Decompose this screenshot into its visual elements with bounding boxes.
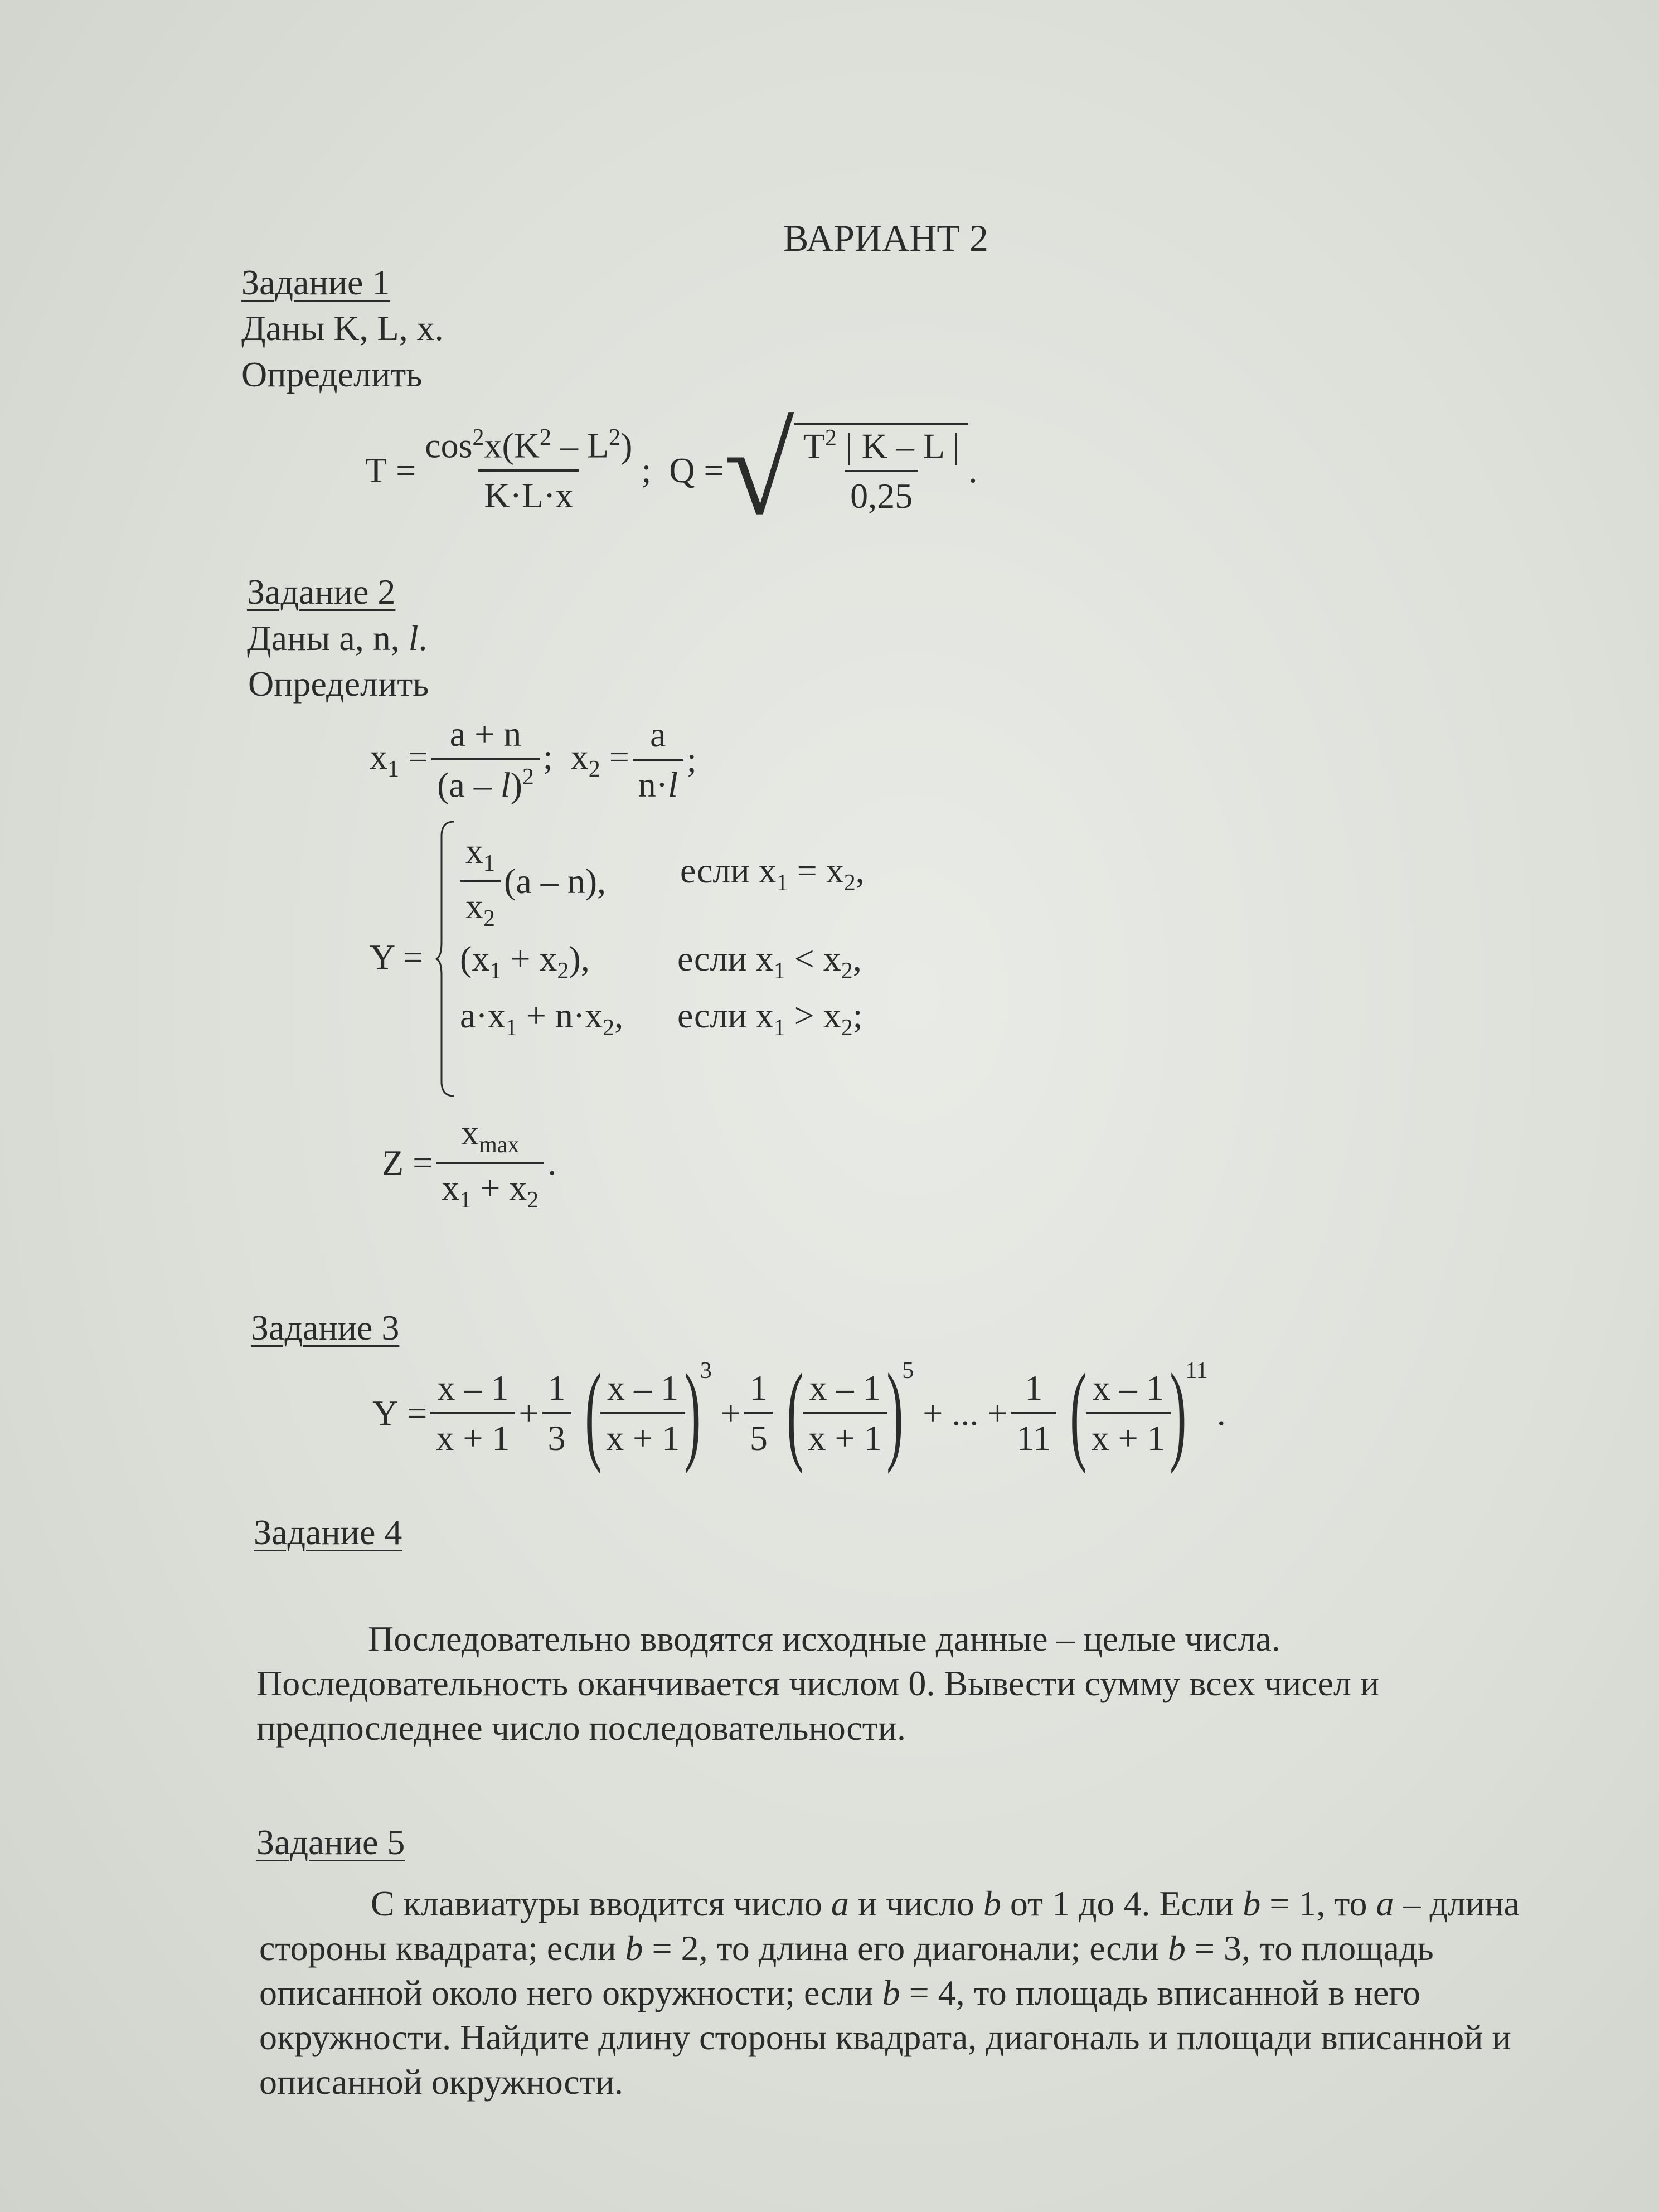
t-fraction: $\frac{\cos^2x(K^2 - L^2)}{K\cdot L\cdot x}$ — [425, 424, 633, 516]
piecewise-brace — [435, 819, 457, 1098]
task5-text: С клавиатуры вводится число a и число b от 1 до 4. Если b = 1, то a – длина стороны квадрата; если b = 2, то длина его диагонали; если b = 3, то площадь описанной около него окружности; если b = 4, то площадь вписанной в него окружности. Найдите длину стороны квадрата, диагональ и площади вписанной и описанной окружности. — [259, 1884, 1520, 2102]
task1-given: Даны K, L, x. — [241, 308, 444, 348]
z-formula: Z = $\frac{x_{max}}{x_1 + x_2}$ . — [382, 1113, 557, 1213]
task5-header: Задание 5 — [256, 1822, 405, 1862]
y-label: Y = — [370, 937, 423, 977]
task1-formula: T = $\frac{\cos^2x(K^2 - L^2)}{K\cdot L\cdot x}$ ; Q = √ $\frac{T^2 | K - L |}{0,25}$ . — [365, 399, 978, 541]
page-title: ВАРИАНТ 2 — [783, 217, 988, 259]
task2-formula-x: $x_1$ = $\frac{a + n}{(a - l)^2}$ ; $x_2$ = $\frac{a}{n\cdot l}$ ; — [370, 714, 697, 805]
task4-header: Задание 4 — [254, 1512, 402, 1552]
case1: $\frac{x_1}{x_2}$ (a – n), — [460, 831, 606, 932]
case2: $(x_1 + x_2)$, — [460, 939, 590, 984]
case3: $a\cdot x_1 + n\cdot x_2$, — [460, 996, 624, 1041]
task3-header: Задание 3 — [251, 1308, 400, 1347]
task2-given: Даны a, n, l. — [247, 618, 428, 658]
task1-header: Задание 1 — [241, 263, 390, 302]
task4-text: Последовательно вводятся исходные данные – целые числа. Последовательность оканчивается числом 0. Вывести сумму всех чисел и предпоследнее число последовательности. — [256, 1619, 1380, 1748]
task1-determine: Определить — [241, 355, 423, 394]
q-sqrt: √ $\frac{T^2 | K - L |}{0,25}$ — [724, 413, 969, 528]
task3-formula: Y = $\frac{x - 1}{x + 1}$ + $\frac{1}{3}$ ( $\frac{x - 1}{x + 1}$ ) 3 + $\frac{1}{5}$ ( $\frac{x - 1}{x + 1}$ ) 5 + ... + $\frac{1}{11}$ ( $\frac{x - 1}{x + 1}$ ) 11 . — [372, 1351, 1226, 1474]
task2-header: Задание 2 — [247, 572, 396, 612]
case1-condition: если $x_1 = x_2$, — [680, 851, 865, 896]
case3-condition: если $x_1 > x_2$; — [677, 996, 863, 1041]
task2-determine: Определить — [248, 664, 429, 704]
case2-condition: если $x_1 < x_2$, — [677, 939, 862, 984]
